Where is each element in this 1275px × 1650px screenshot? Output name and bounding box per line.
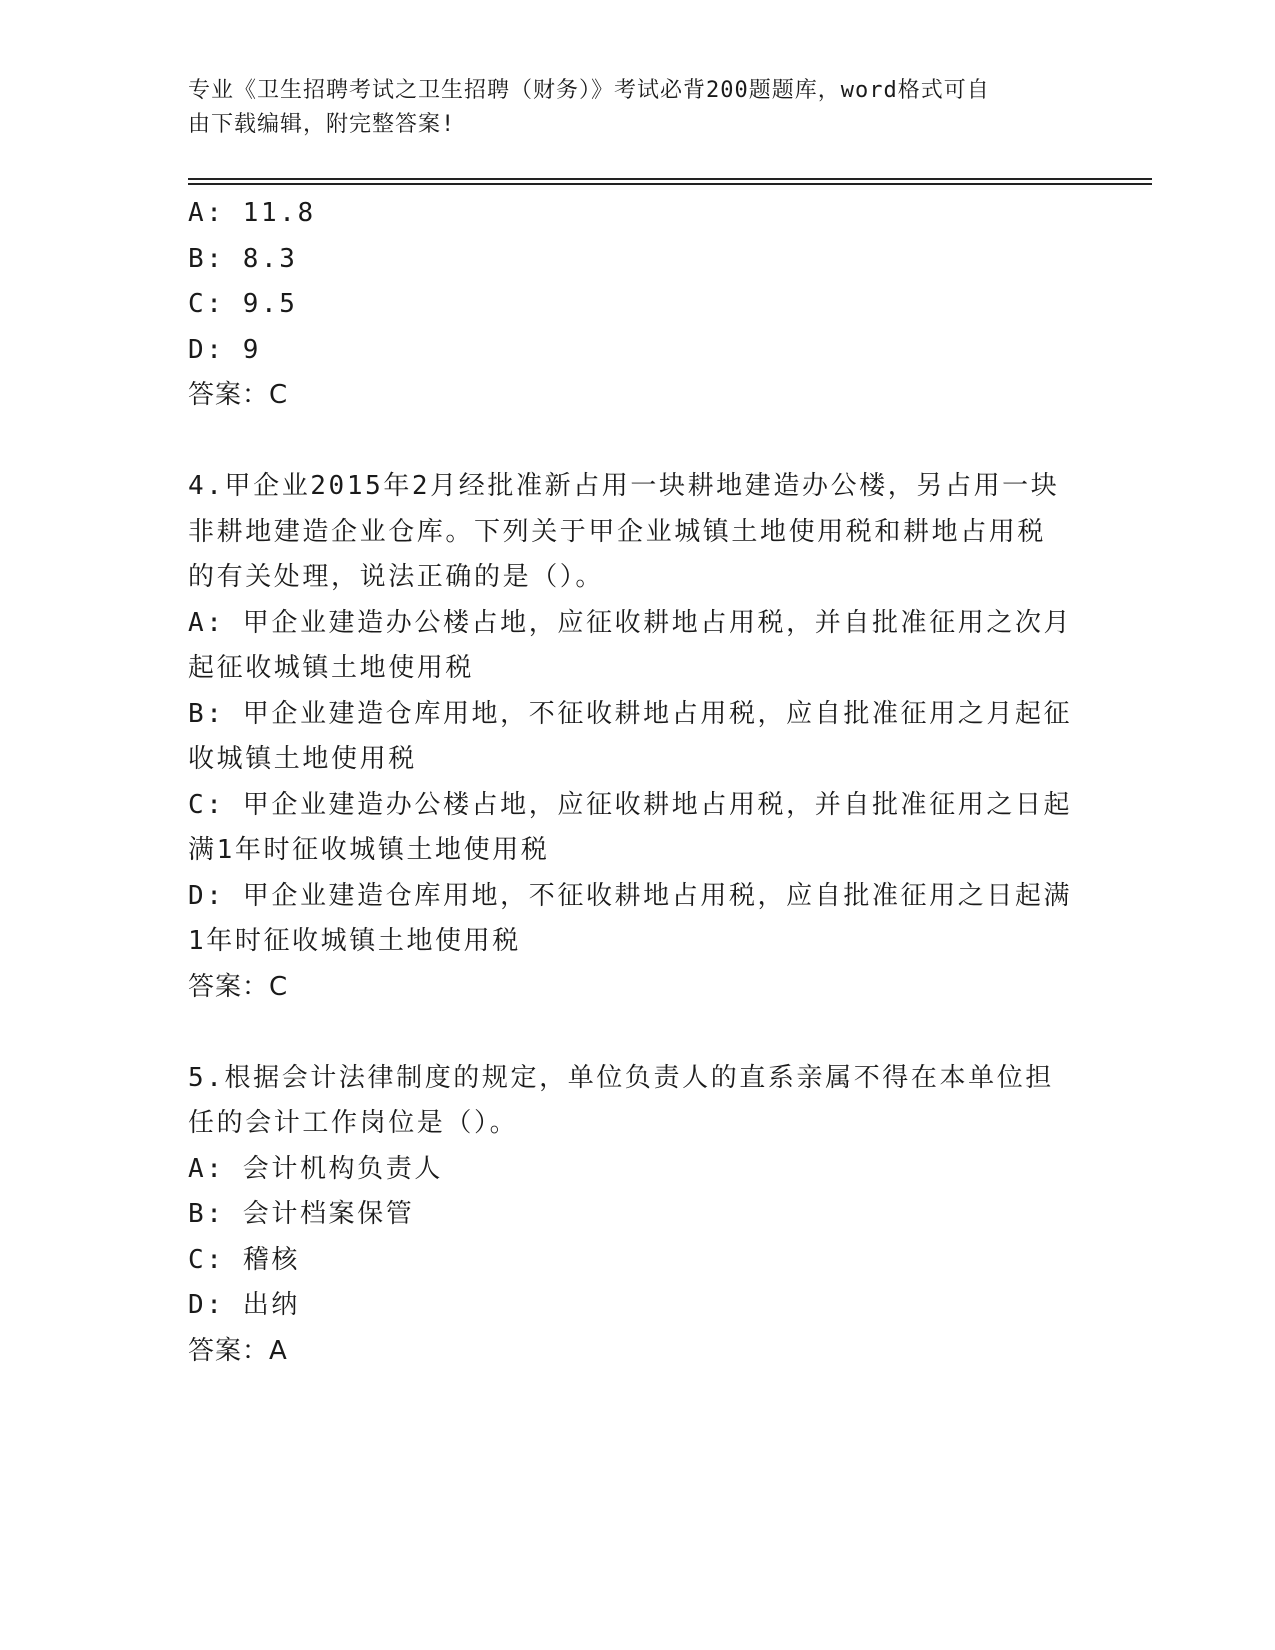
- document-header: [188, 74, 1068, 142]
- header-divider-bottom: [188, 183, 1152, 185]
- q5-option-b: B: 会计档案保管: [188, 1199, 415, 1229]
- q4-option-d-line-2: 1年时征收城镇土地使用税: [188, 926, 521, 956]
- q5-stem-line-1: 5.根据会计法律制度的规定，单位负责人的直系亲属不得在本单位担: [188, 1062, 1054, 1093]
- q4-option-b-line-1: B: 甲企业建造仓库用地，不征收耕地占用税，应自批准征用之月起征: [188, 698, 1073, 729]
- q5-stem-line-2: 任的会计工作岗位是（）。: [188, 1108, 519, 1138]
- question-list: [188, 191, 1088, 1374]
- header-line-1: 专业《卫生招聘考试之卫生招聘（财务）》考试必背200题题库，word格式可自: [188, 78, 990, 103]
- q5-option-d: D: 出纳: [188, 1290, 300, 1320]
- q3-option-c: C: 9.5: [188, 289, 298, 319]
- question-3: [188, 191, 1088, 419]
- q4-option-a-line-2: 起征收城镇土地使用税: [188, 653, 475, 683]
- q5-option-c: C: 稽核: [188, 1244, 300, 1275]
- q3-option-d: D: 9: [188, 334, 262, 365]
- q4-stem-line-3: 的有关处理，说法正确的是（）。: [188, 562, 605, 592]
- spacer: [188, 1010, 1088, 1056]
- header-divider-top: [188, 178, 1152, 180]
- q3-option-a: A: 11.8: [188, 198, 316, 228]
- header-line-2: 由下载编辑，附完整答案!: [188, 112, 456, 137]
- q4-option-c-line-2: 满1年时征收城镇土地使用税: [188, 835, 550, 865]
- q4-option-c-line-1: C: 甲企业建造办公楼占地，应征收耕地占用税，并自批准征用之日起: [188, 789, 1073, 820]
- q3-answer: 答案：C: [188, 380, 289, 410]
- spacer: [188, 419, 1088, 465]
- question-4: [188, 464, 1088, 1010]
- question-5: [188, 1056, 1088, 1375]
- q4-stem-line-1: 4.甲企业2015年2月经批准新占用一块耕地建造办公楼，另占用一块: [188, 471, 1060, 501]
- q4-option-b-line-2: 收城镇土地使用税: [188, 744, 417, 774]
- q4-stem-line-2: 非耕地建造企业仓库。下列关于甲企业城镇土地使用税和耕地占用税: [188, 516, 1047, 547]
- q5-option-a: A: 会计机构负责人: [188, 1153, 443, 1184]
- q5-answer: 答案：A: [188, 1335, 288, 1366]
- q4-answer: 答案：C: [188, 971, 289, 1002]
- q4-option-d-line-1: D: 甲企业建造仓库用地，不征收耕地占用税，应自批准征用之日起满: [188, 880, 1073, 911]
- q4-option-a-line-1: A: 甲企业建造办公楼占地，应征收耕地占用税，并自批准征用之次月: [188, 607, 1073, 638]
- q3-option-b: B: 8.3: [188, 243, 298, 274]
